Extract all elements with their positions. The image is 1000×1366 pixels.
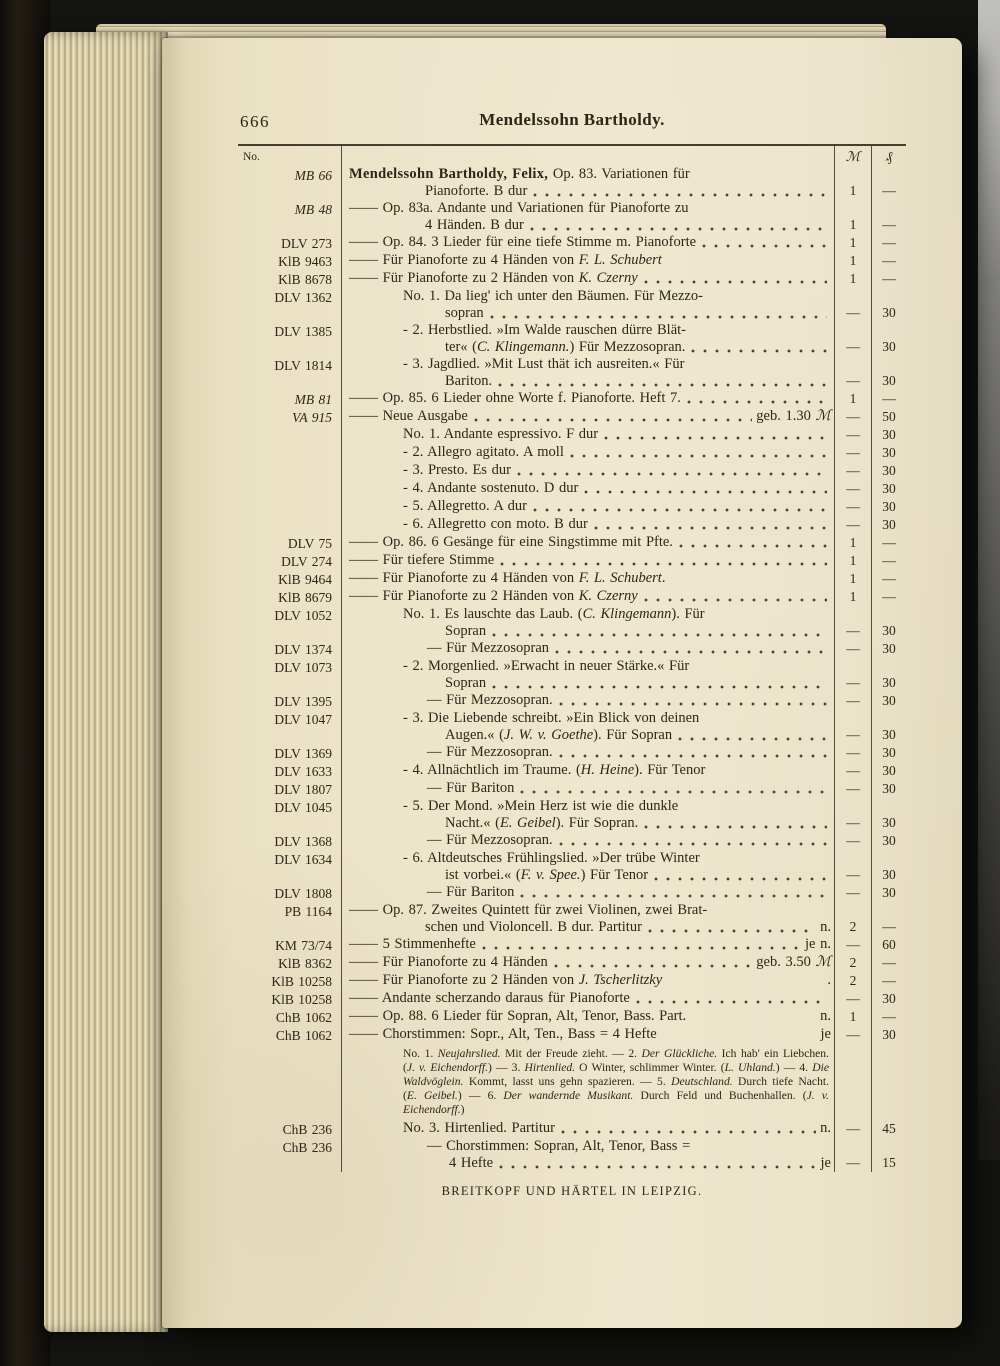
entry-line: ist vorbei.« (F. v. Spee.) Für Tenor: [349, 867, 831, 884]
entry-line: ter« (C. Klingemann.) Für Mezzosopran.: [349, 339, 831, 356]
entry-text: [342, 692, 834, 710]
price-pfennig: 30: [871, 798, 906, 832]
entry-line: - 2. Allegro agitato. A moll: [349, 444, 831, 461]
price-mark: —: [834, 658, 871, 692]
catalog-number: KlB 10258: [238, 972, 342, 990]
entry-line: - 2. Herbstlied. »Im Walde rauschen dürre Blät-: [403, 322, 686, 338]
page-header: [238, 110, 906, 136]
entry-line: 4 Händen. B dur: [349, 217, 831, 234]
price-pfennig: —: [871, 552, 906, 570]
column-header-mark: ℳ: [834, 146, 871, 166]
price-pfennig: 30: [871, 480, 906, 498]
entry-line: —— Für Pianoforte zu 4 Händen von F. L. Schubert.: [349, 570, 666, 586]
entry-text: [342, 762, 834, 780]
dot-leader: [559, 842, 827, 846]
entry-text: [342, 408, 834, 426]
entry-line: No. 1. Es lauschte das Laub. (C. Klingemann). Für: [403, 606, 705, 622]
entry-text: [342, 234, 834, 252]
price-pfennig: 30: [871, 884, 906, 902]
entry-text: [342, 426, 834, 444]
price-pfennig: 50: [871, 408, 906, 426]
price-mark: 1: [834, 552, 871, 570]
catalog-number: DLV 274: [238, 552, 342, 570]
catalog-number: VA 915: [238, 408, 342, 426]
price-pfennig: 30: [871, 692, 906, 710]
entry-line: - 3. Presto. Es dur: [349, 462, 831, 479]
entry-line: — Für Bariton: [349, 884, 831, 901]
entry-text: [342, 1044, 834, 1120]
price-mark: 1: [834, 588, 871, 606]
price-mark: —: [834, 710, 871, 744]
dot-leader: [691, 349, 827, 353]
catalog-number: ChB 1062: [238, 1008, 342, 1026]
entry-text: [342, 390, 834, 408]
entry-text: [342, 322, 834, 356]
page-stack-left-edge: [44, 32, 168, 1332]
dot-leader: [561, 1130, 816, 1134]
background-right-strip: [978, 0, 1000, 1160]
dot-leader: [678, 737, 827, 741]
catalog-number: [238, 498, 342, 516]
catalog-number: KlB 10258: [238, 990, 342, 1008]
catalog-number: DLV 1808: [238, 884, 342, 902]
price-mark: 2: [834, 972, 871, 990]
price-mark: —: [834, 744, 871, 762]
price-mark: [834, 1044, 871, 1120]
entry-text: [342, 884, 834, 902]
catalog-number: DLV 1052: [238, 606, 342, 640]
catalog-number: KM 73/74: [238, 936, 342, 954]
entry-text: [342, 972, 834, 990]
dot-leader: [644, 598, 827, 602]
dot-leader: [520, 790, 827, 794]
catalog-number: [238, 1044, 342, 1120]
entry-line: Bariton.: [349, 373, 831, 390]
entry-text: [342, 902, 834, 936]
catalog-number: DLV 1807: [238, 780, 342, 798]
price-mark: 2: [834, 954, 871, 972]
entry-text: [342, 480, 834, 498]
price-mark: —: [834, 692, 871, 710]
price-mark: 1: [834, 570, 871, 588]
price-mark: —: [834, 990, 871, 1008]
entry-text: [342, 588, 834, 606]
dot-leader: [492, 685, 827, 689]
entry-text: [342, 516, 834, 534]
price-pfennig: 30: [871, 426, 906, 444]
entry-line: —— Op. 85. 6 Lieder ohne Worte f. Pianoforte. Heft 7.: [349, 390, 831, 407]
catalog-number: DLV 1374: [238, 640, 342, 658]
price-pfennig: —: [871, 166, 906, 200]
column-header-no: No.: [238, 146, 342, 166]
entry-line: - 5. Allegretto. A dur: [349, 498, 831, 515]
entry-line: Sopran: [349, 623, 831, 640]
entry-text: [342, 606, 834, 640]
dot-leader: [604, 436, 827, 440]
price-pfennig: 30: [871, 516, 906, 534]
price-pfennig: —: [871, 200, 906, 234]
price-pfennig: 30: [871, 462, 906, 480]
price-mark: 1: [834, 252, 871, 270]
dot-leader: [499, 1165, 816, 1169]
price-mark: —: [834, 480, 871, 498]
entry-line: —— Op. 83a. Andante und Variationen für Pianoforte zu: [349, 200, 689, 216]
dot-leader: [654, 877, 827, 881]
price-mark: 1: [834, 166, 871, 200]
price-pfennig: 15: [871, 1138, 906, 1172]
catalog-number: DLV 75: [238, 534, 342, 552]
price-mark: 1: [834, 234, 871, 252]
price-pfennig: 30: [871, 762, 906, 780]
catalog-number: ChB 236: [238, 1138, 342, 1172]
price-mark: —: [834, 762, 871, 780]
dot-leader: [559, 754, 827, 758]
catalog-number: [238, 462, 342, 480]
catalog-number: KlB 9464: [238, 570, 342, 588]
dot-leader: [594, 526, 827, 530]
catalog-number: [238, 426, 342, 444]
entry-line: —— Op. 87. Zweites Quintett für zwei Violinen, zwei Brat-: [349, 902, 708, 918]
dot-leader: [644, 280, 827, 284]
column-header-spacer: [342, 146, 834, 166]
entry-text: [342, 798, 834, 832]
entry-text: [342, 1138, 834, 1172]
price-mark: —: [834, 780, 871, 798]
entry-line: — Für Bariton: [349, 780, 831, 797]
dot-leader: [636, 1000, 827, 1004]
price-pfennig: 30: [871, 710, 906, 744]
catalog-table: [238, 144, 906, 1172]
entry-text: [342, 166, 834, 200]
entry-line: - 5. Der Mond. »Mein Herz ist wie die dunkle: [403, 798, 679, 814]
dot-leader: [584, 490, 827, 494]
price-pfennig: 30: [871, 640, 906, 658]
price-pfennig: [871, 1044, 906, 1120]
entry-line: sopran: [349, 305, 831, 322]
dot-leader: [702, 244, 827, 248]
dot-leader: [554, 964, 753, 968]
catalog-number: DLV 1073: [238, 658, 342, 692]
catalog-number: DLV 1814: [238, 356, 342, 390]
price-pfennig: 30: [871, 1026, 906, 1044]
price-pfennig: 45: [871, 1120, 906, 1138]
entry-line: — Chorstimmen: Sopran, Alt, Tenor, Bass =: [427, 1138, 691, 1154]
entry-line: Mendelssohn Bartholdy, Felix, Op. 83. Variationen für: [349, 166, 690, 182]
price-pfennig: —: [871, 1008, 906, 1026]
price-mark: —: [834, 408, 871, 426]
contents-note: No. 1. Neujahrslied. Mit der Freude zieht. — 2. Der Glückliche. Ich hab' ein Liebchen. (J. v. Eichendorff.) — 3. Hirtenlied. O Winter, schlimmer Winter. (L. Uhland.) — 4. Die Waldvöglein. Kommt, lasst uns gehn spazieren. — 5. Deutschland. Durch tiefe Nacht. (E. Geibel.) — 6. Der wandernde Musikant. Durch Feld und Buchenhallen. (J. v. Eichendorff.): [403, 1047, 829, 1116]
price-pfennig: —: [871, 534, 906, 552]
catalog-number: [238, 444, 342, 462]
entry-line: —— Op. 86. 6 Gesänge für eine Singstimme mit Pfte.: [349, 534, 831, 551]
catalog-number: DLV 1395: [238, 692, 342, 710]
book-cover-edge: [0, 0, 50, 1366]
entry-line: - 3. Die Liebende schreibt. »Ein Blick von deinen: [403, 710, 700, 726]
dot-leader: [498, 383, 827, 387]
price-mark: —: [834, 640, 871, 658]
catalog-number: DLV 1385: [238, 322, 342, 356]
entry-text: [342, 780, 834, 798]
entry-text: [342, 534, 834, 552]
entry-line: No. 1. Da lieg' ich unter den Bäumen. Für Mezzo-: [403, 288, 703, 304]
entry-line: - 6. Allegretto con moto. B dur: [349, 516, 831, 533]
catalog-number: ChB 1062: [238, 1026, 342, 1044]
entry-line: — Für Mezzosopran: [349, 640, 831, 657]
dot-leader: [482, 946, 801, 950]
entry-line: —— Für Pianoforte zu 2 Händen von J. Tscherlitzky .: [349, 972, 831, 988]
price-mark: 1: [834, 270, 871, 288]
dot-leader: [555, 650, 827, 654]
entry-text: [342, 850, 834, 884]
price-mark: —: [834, 832, 871, 850]
entry-text: [342, 200, 834, 234]
price-mark: 1: [834, 1008, 871, 1026]
price-pfennig: —: [871, 972, 906, 990]
dot-leader: [570, 454, 827, 458]
catalog-number: MB 48: [238, 200, 342, 234]
catalog-number: KlB 9463: [238, 252, 342, 270]
entry-text: [342, 462, 834, 480]
catalog-number: PB 1164: [238, 902, 342, 936]
entry-line: Nacht.« (E. Geibel). Für Sopran.: [349, 815, 831, 832]
entry-text: [342, 498, 834, 516]
price-mark: —: [834, 288, 871, 322]
catalog-number: DLV 1633: [238, 762, 342, 780]
price-pfennig: 30: [871, 606, 906, 640]
page-number: 666: [240, 112, 270, 131]
catalog-number: [238, 516, 342, 534]
price-mark: —: [834, 1026, 871, 1044]
price-mark: —: [834, 444, 871, 462]
catalog-number: [238, 480, 342, 498]
entry-line: - 6. Altdeutsches Frühlingslied. »Der trübe Winter: [403, 850, 700, 866]
price-pfennig: 30: [871, 288, 906, 322]
price-mark: —: [834, 884, 871, 902]
entry-line: —— Andante scherzando daraus für Pianoforte: [349, 990, 831, 1007]
price-pfennig: —: [871, 588, 906, 606]
price-mark: —: [834, 322, 871, 356]
entry-text: [342, 1120, 834, 1138]
catalog-number: MB 81: [238, 390, 342, 408]
catalog-number: DLV 1634: [238, 850, 342, 884]
price-mark: —: [834, 516, 871, 534]
entry-line: —— Op. 88. 6 Lieder für Sopran, Alt, Tenor, Bass. Part. n.: [349, 1008, 831, 1024]
price-mark: 1: [834, 390, 871, 408]
price-mark: 1: [834, 534, 871, 552]
price-pfennig: 30: [871, 990, 906, 1008]
price-mark: —: [834, 498, 871, 516]
entry-text: [342, 356, 834, 390]
publisher-footer: BREITKOPF UND HÄRTEL IN LEIPZIG.: [441, 1184, 703, 1198]
price-pfennig: 30: [871, 444, 906, 462]
entry-text: [342, 954, 834, 972]
price-pfennig: 30: [871, 850, 906, 884]
entry-text: [342, 744, 834, 762]
entry-line: Pianoforte. B dur: [349, 183, 831, 200]
price-pfennig: —: [871, 390, 906, 408]
price-pfennig: —: [871, 570, 906, 588]
entry-line: - 2. Morgenlied. »Erwacht in neuer Stärke.« Für: [403, 658, 690, 674]
entry-line: —— Für Pianoforte zu 2 Händen von K. Czerny: [349, 270, 831, 287]
price-pfennig: 30: [871, 832, 906, 850]
entry-text: [342, 710, 834, 744]
price-pfennig: —: [871, 252, 906, 270]
entry-text: [342, 658, 834, 692]
dot-leader: [520, 894, 827, 898]
price-pfennig: —: [871, 270, 906, 288]
price-mark: —: [834, 1120, 871, 1138]
dot-leader: [490, 315, 827, 319]
entry-text: [342, 552, 834, 570]
price-mark: —: [834, 462, 871, 480]
dot-leader: [648, 929, 816, 933]
entry-line: Sopran: [349, 675, 831, 692]
dot-leader: [679, 544, 827, 548]
price-mark: —: [834, 850, 871, 884]
dot-leader: [559, 702, 827, 706]
price-mark: —: [834, 798, 871, 832]
dot-leader: [530, 227, 827, 231]
price-mark: 2: [834, 902, 871, 936]
entry-text: [342, 1026, 834, 1044]
price-pfennig: —: [871, 954, 906, 972]
page-title: Mendelssohn Bartholdy.: [479, 110, 665, 129]
entry-text: [342, 936, 834, 954]
catalog-number: KlB 8362: [238, 954, 342, 972]
entry-line: —— Neue Ausgabe geb. 1.30 ℳ: [349, 408, 831, 424]
catalog-page: [162, 38, 962, 1328]
dot-leader: [644, 825, 827, 829]
entry-line: - 4. Andante sostenuto. D dur: [349, 480, 831, 497]
entry-line: Augen.« (J. W. v. Goethe). Für Sopran: [349, 727, 831, 744]
entry-line: — Für Mezzosopran.: [349, 692, 831, 709]
price-pfennig: 30: [871, 780, 906, 798]
entry-text: [342, 252, 834, 270]
entry-text: [342, 270, 834, 288]
price-pfennig: —: [871, 234, 906, 252]
catalog-number: KlB 8679: [238, 588, 342, 606]
price-mark: —: [834, 1138, 871, 1172]
entry-line: —— 5 Stimmenhefte je n.: [349, 936, 831, 952]
entry-text: [342, 832, 834, 850]
catalog-number: DLV 1368: [238, 832, 342, 850]
price-pfennig: 60: [871, 936, 906, 954]
dot-leader: [533, 508, 827, 512]
catalog-number: ChB 236: [238, 1120, 342, 1138]
entry-line: — Für Mezzosopran.: [349, 744, 831, 761]
catalog-number: DLV 1047: [238, 710, 342, 744]
price-mark: —: [834, 936, 871, 954]
entry-line: schen und Violoncell. B dur. Partitur n.: [425, 919, 831, 935]
price-pfennig: 30: [871, 498, 906, 516]
entry-line: —— Für tiefere Stimme: [349, 552, 831, 569]
catalog-number: KlB 8678: [238, 270, 342, 288]
catalog-number: DLV 1369: [238, 744, 342, 762]
catalog-number: DLV 273: [238, 234, 342, 252]
entry-line: —— Für Pianoforte zu 4 Händen geb. 3.50 ℳ: [349, 954, 831, 970]
dot-leader: [500, 562, 827, 566]
entry-text: [342, 570, 834, 588]
entry-text: [342, 990, 834, 1008]
price-mark: —: [834, 356, 871, 390]
catalog-number: MB 66: [238, 166, 342, 200]
catalog-number: DLV 1362: [238, 288, 342, 322]
dot-leader: [533, 193, 827, 197]
price-mark: —: [834, 426, 871, 444]
entry-line: — Für Mezzosopran.: [349, 832, 831, 849]
entry-text: [342, 1008, 834, 1026]
dot-leader: [492, 633, 827, 637]
dot-leader: [517, 472, 827, 476]
entry-line: 4 Hefte je: [449, 1155, 831, 1171]
entry-line: No. 3. Hirtenlied. Partitur n.: [403, 1120, 831, 1136]
entry-line: —— Chorstimmen: Sopr., Alt, Ten., Bass = 4 Hefte je: [349, 1026, 831, 1042]
price-pfennig: —: [871, 902, 906, 936]
price-pfennig: 30: [871, 356, 906, 390]
entry-line: —— Für Pianoforte zu 2 Händen von K. Czerny: [349, 588, 831, 605]
entry-line: —— Für Pianoforte zu 4 Händen von F. L. Schubert: [349, 252, 662, 268]
price-pfennig: 30: [871, 658, 906, 692]
entry-text: [342, 444, 834, 462]
entry-line: - 4. Allnächtlich im Traume. (H. Heine). Für Tenor: [403, 762, 706, 778]
entry-text: [342, 640, 834, 658]
dot-leader: [474, 418, 753, 422]
catalog-number: DLV 1045: [238, 798, 342, 832]
dot-leader: [687, 400, 827, 404]
price-mark: —: [834, 606, 871, 640]
entry-text: [342, 288, 834, 322]
price-pfennig: 30: [871, 322, 906, 356]
column-header-pfennig: ₰: [871, 146, 906, 166]
entry-line: —— Op. 84. 3 Lieder für eine tiefe Stimme m. Pianoforte: [349, 234, 831, 251]
price-pfennig: 30: [871, 744, 906, 762]
page-content: [238, 110, 906, 1199]
entry-line: No. 1. Andante espressivo. F dur: [349, 426, 831, 443]
entry-line: - 3. Jagdlied. »Mit Lust thät ich ausreiten.« Für: [403, 356, 685, 372]
price-mark: 1: [834, 200, 871, 234]
